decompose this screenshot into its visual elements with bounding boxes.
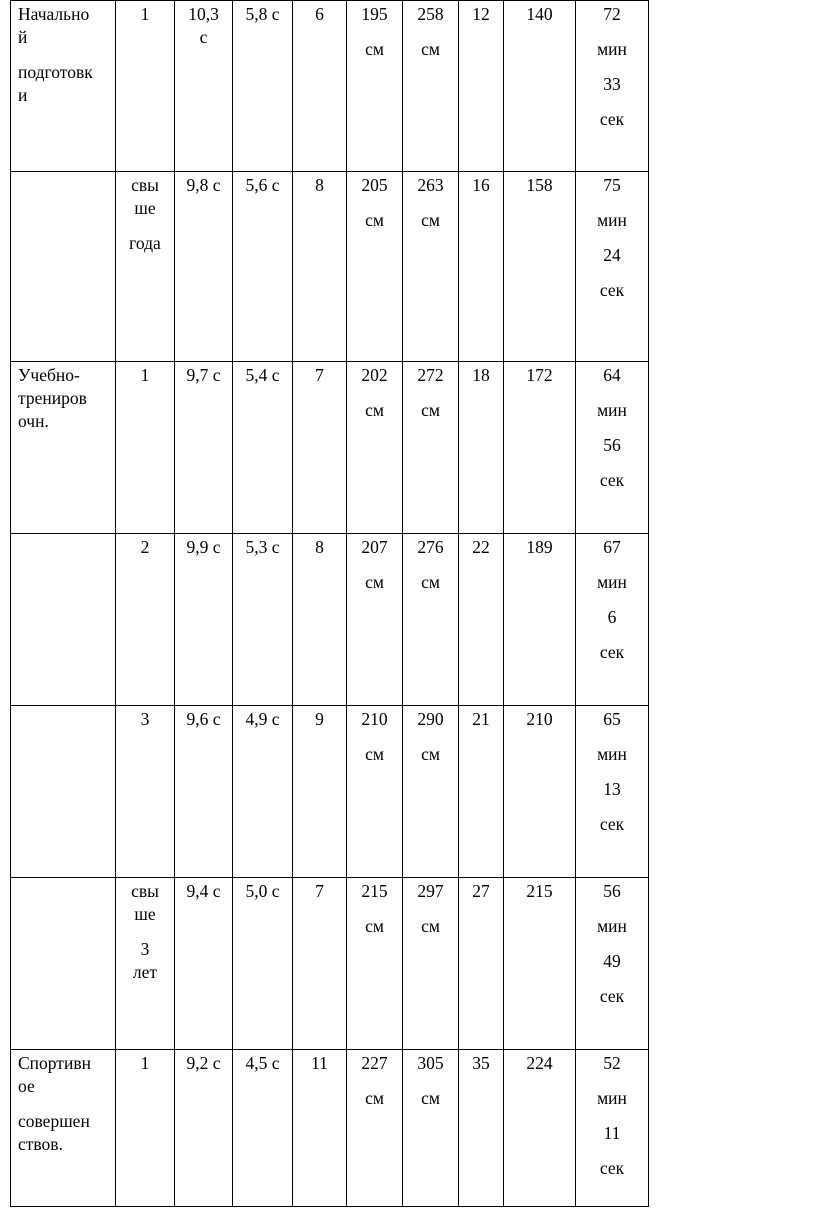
time-part: 24 (603, 245, 621, 265)
year-label: 3 лет (132, 939, 158, 982)
value-cell (347, 362, 403, 534)
year-cell (116, 362, 175, 534)
value-text: 8 (315, 175, 324, 195)
value-unit: см (421, 400, 440, 420)
value-text: 6 (315, 4, 324, 24)
time-part: 65 (603, 709, 621, 729)
value-cell (293, 534, 347, 706)
value-text: 5,0 с (245, 881, 280, 901)
year-cell (116, 706, 175, 878)
time-cell (576, 878, 649, 1050)
value-text: 9,2 с (186, 1053, 221, 1073)
time-part: сек (599, 814, 625, 834)
value-cell (293, 362, 347, 534)
value-number: 258 (417, 4, 444, 24)
value-cell (233, 878, 293, 1050)
value-number: 207 (361, 537, 388, 557)
time-part: мин (597, 916, 627, 936)
time-part: 33 (603, 74, 621, 94)
value-text: 11 (311, 1053, 328, 1073)
stage-label: Начально й (18, 4, 90, 47)
time-cell (576, 706, 649, 878)
time-part: сек (599, 1158, 625, 1178)
value-cell (175, 172, 233, 362)
value-text: 21 (472, 709, 490, 729)
year-label: свы ше (131, 175, 159, 218)
value-unit: см (365, 400, 384, 420)
value-cell (175, 1, 233, 172)
value-cell (347, 534, 403, 706)
year-cell (116, 172, 175, 362)
value-unit: см (365, 210, 384, 230)
value-text: 224 (526, 1053, 553, 1073)
stage-cell (11, 706, 116, 878)
value-text: 18 (472, 365, 490, 385)
value-text: 158 (526, 175, 553, 195)
value-cell (459, 706, 504, 878)
time-part: 56 (603, 435, 621, 455)
time-part: сек (599, 470, 625, 490)
time-part: 72 (603, 4, 621, 24)
year-cell (116, 1050, 175, 1207)
value-text: 9,7 с (186, 365, 221, 385)
value-text: 35 (472, 1053, 490, 1073)
value-unit: см (365, 39, 384, 59)
time-part: сек (599, 280, 625, 300)
time-part: 13 (603, 779, 621, 799)
value-unit: см (421, 572, 440, 592)
time-part: 52 (603, 1053, 621, 1073)
value-cell (403, 1, 459, 172)
value-cell (403, 534, 459, 706)
year-label: 2 (140, 537, 150, 557)
value-text: 9,4 с (186, 881, 221, 901)
stage-label: подготовк и (18, 62, 93, 105)
value-text: 22 (472, 537, 490, 557)
year-label: года (129, 233, 161, 253)
value-number: 227 (361, 1053, 388, 1073)
value-unit: см (421, 1088, 440, 1108)
table-row (11, 1050, 649, 1207)
value-cell (233, 1, 293, 172)
value-cell (293, 1, 347, 172)
value-text: 4,9 с (245, 709, 280, 729)
value-cell (459, 362, 504, 534)
time-part: сек (599, 109, 625, 129)
value-cell (403, 878, 459, 1050)
value-cell (403, 172, 459, 362)
stage-label: Учебно- трениров очн. (18, 365, 87, 431)
table-row (11, 534, 649, 706)
value-cell (293, 1050, 347, 1207)
value-cell (403, 706, 459, 878)
value-cell (347, 172, 403, 362)
value-number: 305 (417, 1053, 444, 1073)
value-number: 272 (417, 365, 444, 385)
value-text: 215 (526, 881, 553, 901)
value-number: 276 (417, 537, 444, 557)
time-part: 49 (603, 951, 621, 971)
value-text: 5,3 с (245, 537, 280, 557)
time-part: 64 (603, 365, 621, 385)
value-cell (459, 878, 504, 1050)
value-unit: см (365, 1088, 384, 1108)
table-row (11, 362, 649, 534)
value-number: 205 (361, 175, 388, 195)
value-cell (504, 1, 576, 172)
value-cell (233, 1050, 293, 1207)
value-text: 10,3 с (188, 4, 219, 47)
value-text: 210 (526, 709, 553, 729)
value-text: 7 (315, 365, 324, 385)
table-row (11, 172, 649, 362)
time-part: 11 (603, 1123, 621, 1143)
value-cell (403, 1050, 459, 1207)
value-unit: см (365, 916, 384, 936)
value-text: 8 (315, 537, 324, 557)
stage-cell (11, 362, 116, 534)
time-cell (576, 172, 649, 362)
value-number: 202 (361, 365, 388, 385)
value-cell (293, 878, 347, 1050)
value-text: 9,8 с (186, 175, 221, 195)
stage-label: Спортивн ое (18, 1053, 91, 1096)
value-cell (504, 172, 576, 362)
value-unit: см (365, 744, 384, 764)
table-row (11, 706, 649, 878)
value-cell (459, 172, 504, 362)
value-cell (175, 362, 233, 534)
value-cell (504, 362, 576, 534)
value-unit: см (421, 39, 440, 59)
year-cell (116, 878, 175, 1050)
value-unit: см (421, 916, 440, 936)
year-label: свы ше (131, 881, 159, 924)
value-text: 172 (526, 365, 553, 385)
value-cell (175, 534, 233, 706)
table-body (11, 1, 649, 1207)
value-text: 4,5 с (245, 1053, 280, 1073)
value-text: 5,8 с (245, 4, 280, 24)
stage-cell (11, 1, 116, 172)
value-cell (233, 172, 293, 362)
time-cell (576, 1, 649, 172)
value-number: 215 (361, 881, 388, 901)
value-text: 5,4 с (245, 365, 280, 385)
time-part: мин (597, 39, 627, 59)
value-cell (293, 706, 347, 878)
stage-cell (11, 172, 116, 362)
value-text: 12 (472, 4, 490, 24)
value-text: 16 (472, 175, 490, 195)
value-number: 210 (361, 709, 388, 729)
value-cell (504, 706, 576, 878)
value-text: 5,6 с (245, 175, 280, 195)
time-part: 6 (607, 607, 617, 627)
value-cell (459, 1050, 504, 1207)
value-text: 27 (472, 881, 490, 901)
time-part: мин (597, 1088, 627, 1108)
value-text: 9 (315, 709, 324, 729)
time-cell (576, 1050, 649, 1207)
value-cell (459, 1, 504, 172)
time-part: 75 (603, 175, 621, 195)
value-text: 140 (526, 4, 553, 24)
value-unit: см (421, 744, 440, 764)
value-cell (347, 1050, 403, 1207)
value-text: 9,6 с (186, 709, 221, 729)
value-number: 297 (417, 881, 444, 901)
year-label: 1 (140, 365, 150, 385)
value-number: 195 (361, 4, 388, 24)
value-unit: см (365, 572, 384, 592)
time-part: мин (597, 210, 627, 230)
year-label: 3 (140, 709, 150, 729)
time-cell (576, 534, 649, 706)
value-cell (293, 172, 347, 362)
value-number: 290 (417, 709, 444, 729)
stage-cell (11, 534, 116, 706)
value-cell (233, 534, 293, 706)
value-cell (347, 1, 403, 172)
year-label: 1 (140, 4, 150, 24)
value-text: 9,9 с (186, 537, 221, 557)
time-part: 67 (603, 537, 621, 557)
norms-table (10, 0, 649, 1207)
year-cell (116, 1, 175, 172)
table-row (11, 1, 649, 172)
value-cell (175, 1050, 233, 1207)
value-cell (233, 362, 293, 534)
time-part: 56 (603, 881, 621, 901)
value-cell (233, 706, 293, 878)
time-cell (576, 362, 649, 534)
value-cell (504, 1050, 576, 1207)
time-part: сек (599, 986, 625, 1006)
value-cell (175, 878, 233, 1050)
stage-cell (11, 878, 116, 1050)
time-part: мин (597, 400, 627, 420)
time-part: сек (599, 642, 625, 662)
year-cell (116, 534, 175, 706)
value-cell (175, 706, 233, 878)
value-text: 189 (526, 537, 553, 557)
year-label: 1 (140, 1053, 150, 1073)
value-cell (459, 534, 504, 706)
value-cell (504, 534, 576, 706)
time-part: мин (597, 744, 627, 764)
time-part: мин (597, 572, 627, 592)
table-row (11, 878, 649, 1050)
value-cell (347, 878, 403, 1050)
stage-label: совершен ствов. (18, 1111, 90, 1154)
stage-cell (11, 1050, 116, 1207)
value-cell (504, 878, 576, 1050)
value-text: 7 (315, 881, 324, 901)
value-number: 263 (417, 175, 444, 195)
value-cell (403, 362, 459, 534)
value-unit: см (421, 210, 440, 230)
value-cell (347, 706, 403, 878)
